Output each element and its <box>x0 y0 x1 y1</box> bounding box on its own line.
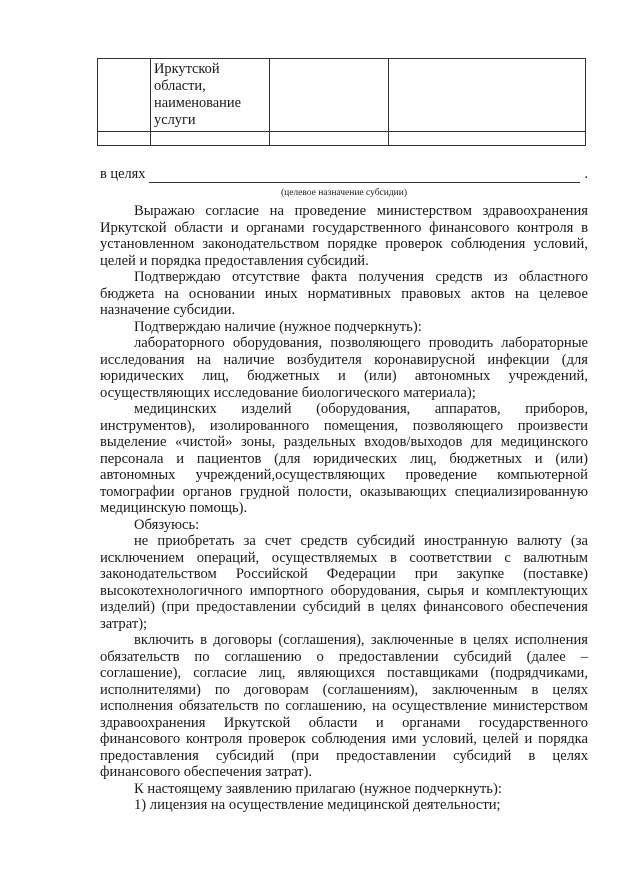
table-cell <box>151 132 270 146</box>
paragraph-lab-equipment: лабораторного оборудования, позволяющего проводить лабораторные исследования на наличие возбудителя коронавирусной инфекции (для юридических лиц, бюджетных и (или) автономных учреждений, осуществляющих исследование биологического материала); <box>100 335 588 401</box>
paragraph-undertake: Обязуюсь: <box>134 516 200 533</box>
purpose-caption: (целевое назначение субсидии) <box>280 188 408 198</box>
services-table-fragment <box>97 58 586 146</box>
paragraph-confirm-availability: Подтверждаю наличие (нужное подчеркнуть): <box>134 318 422 335</box>
paragraph-attachments: К настоящему заявлению прилагаю (нужное подчеркнуть): <box>134 780 502 797</box>
table-row <box>98 132 586 146</box>
paragraph-contracts: включить в договоры (соглашения), заключенные в целях исполнения обязательств по соглашению о предоставлении субсидий (далее – соглашение), согласие лиц, являющихся поставщиками (подрядчиками, исполнителями) по договорам (соглашениям), заключенным в целях исполнения обязательств по соглашению, на осуществление министерством здравоохранения Иркутской области и органами государственного финансового контроля проверок соблюдения ими условий, целей и порядка предоставления субсидий (при предоставлении субсидий в целях финансового обеспечения затрат). <box>100 632 588 780</box>
paragraph-no-funds: Подтверждаю отсутствие факта получения средств из областного бюджета на основании иных нормативных правовых актов на целевое назначение субсидии. <box>100 269 588 318</box>
paragraph-no-currency: не приобретать за счет средств субсидий иностранную валюту (за исключением операций, осуществляемых в соответствии с валютным законодательством Российской Федерации при закупке (поставке) высокотехнологичного импортного оборудования, сырья и комплектующих изделий) (при предоставлении субсидий в целях финансового обеспечения затрат); <box>100 533 588 632</box>
paragraph-medical-devices: медицинских изделий (оборудования, аппаратов, приборов, инструментов), изолированного помещения, позволяющего произвести выделение «чистой» зоны, раздельных входов/выходов для медицинского персонала и пациентов (для юридических лиц, бюджетных и (или) автономных учреждений,осуществляющих проведение компьютерной томографии органов грудной полости, оказывающих специализированную медицинскую помощь). <box>100 401 588 516</box>
paragraph-consent: Выражаю согласие на проведение министерством здравоохранения Иркутской области и органами государственного финансового контроля в установленном законодательством порядке проверок соблюдения условий, целей и порядка предоставления субсидий. <box>100 203 588 269</box>
purpose-label: в целях <box>100 166 146 182</box>
paragraph-license: 1) лицензия на осуществление медицинской деятельности; <box>134 797 501 813</box>
table-cell <box>389 59 586 132</box>
table-cell-service-name: Иркутской области, наименование услуги <box>151 59 270 132</box>
purpose-blank-line <box>149 168 580 183</box>
table-cell <box>270 132 389 146</box>
table-cell <box>270 59 389 132</box>
purpose-end-mark: . <box>584 166 588 182</box>
table-row <box>98 59 586 132</box>
document-body <box>100 203 588 814</box>
table-cell <box>98 132 151 146</box>
table-cell <box>389 132 586 146</box>
purpose-field <box>100 166 588 183</box>
table-cell <box>98 59 151 132</box>
